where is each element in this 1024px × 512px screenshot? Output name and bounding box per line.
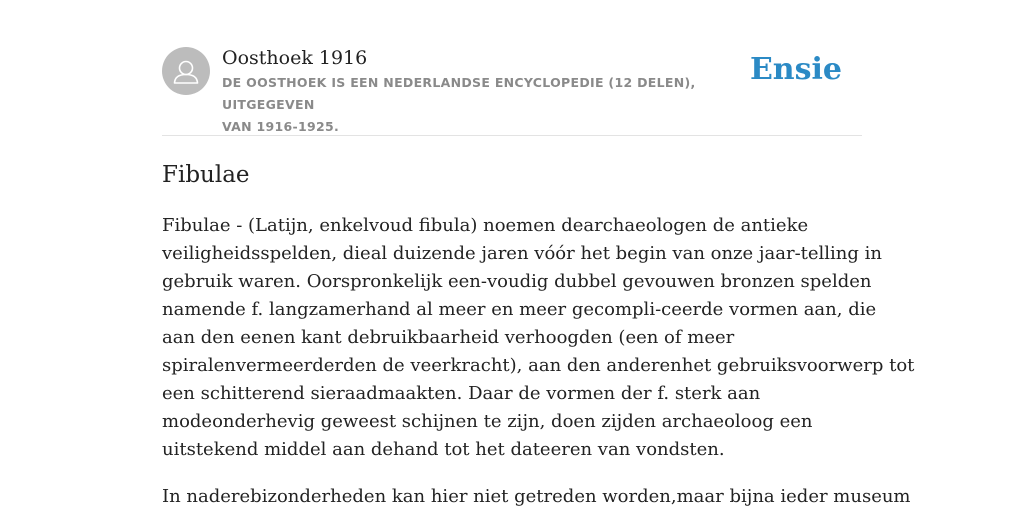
user-icon[interactable]: [162, 47, 210, 95]
paragraph-line: uitstekend middel aan dehand tot het dateeren van vondsten.: [162, 439, 725, 460]
paragraph-line: een schitterend sieraadmaakten. Daar de vormen der f. sterk aan: [162, 383, 761, 404]
paragraph-line: namende f. langzamerhand al meer en meer gecompli-ceerde vormen aan, die: [162, 299, 877, 320]
paragraph-line: aan den eenen kant debruikbaarheid verhoogden (een of meer: [162, 327, 735, 348]
paragraph-line: In naderebizonderheden kan hier niet getreden worden,maar bijna ieder museum: [162, 486, 911, 507]
source-description: [222, 72, 762, 138]
article-paragraph: [162, 212, 915, 464]
paragraph-line: spiralenvermeerderden de veerkracht), aan den anderenhet gebruiksvoorwerp tot: [162, 355, 915, 376]
brand-logo[interactable]: Ensie: [749, 52, 842, 87]
article-body: [162, 212, 915, 512]
source-header: [162, 46, 862, 135]
header-divider: [162, 135, 862, 136]
source-description-line: DE OOSTHOEK IS EEN NEDERLANDSE ENCYCLOPEDIE (12 DELEN), UITGEGEVEN: [222, 75, 696, 112]
paragraph-line: gebruik waren. Oorspronkelijk een-voudig dubbel gevouwen bronzen spelden: [162, 271, 872, 292]
source-description-line: VAN 1916-1925.: [222, 119, 340, 134]
article-title: Fibulae: [162, 162, 250, 188]
paragraph-line: Fibulae - (Latijn, enkelvoud fibula) noemen dearchaeologen de antieke: [162, 215, 809, 236]
paragraph-line: modeonderhevig geweest schijnen te zijn, doen zijden archaeoloog een: [162, 411, 813, 432]
paragraph-line: veiligheidsspelden, dieal duizende jaren vóór het begin van onze jaar-telling in: [162, 243, 882, 264]
article-paragraph: [162, 483, 911, 511]
source-title[interactable]: Oosthoek 1916: [222, 47, 368, 69]
